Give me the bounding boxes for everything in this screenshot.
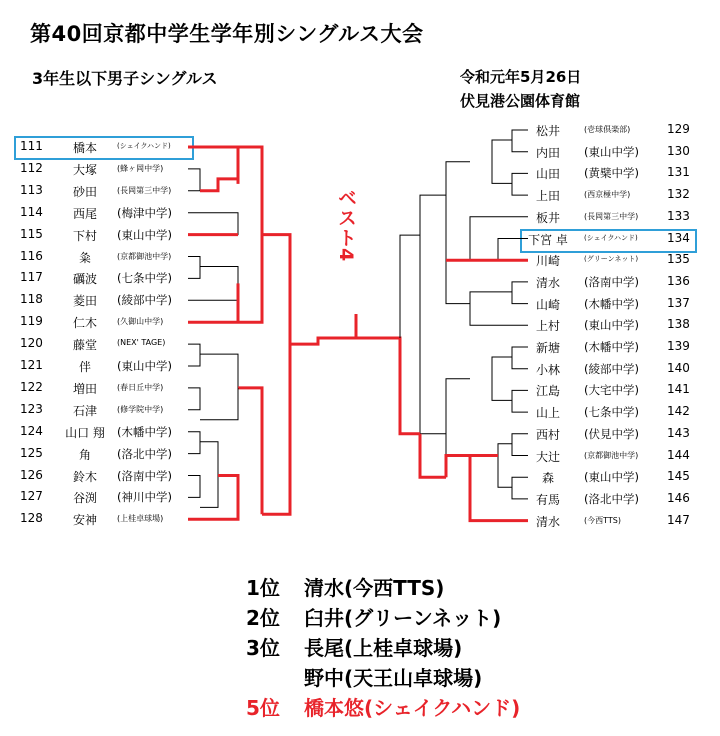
entry-number: 122 (20, 379, 43, 394)
player-name: 上田 (535, 189, 560, 204)
player-name: 角 (78, 447, 91, 462)
bracket-line (188, 267, 238, 301)
club-name: (今西TTS) (584, 515, 621, 525)
club-name: (シェイクハンド) (117, 142, 171, 150)
player-name: 下宮 卓 (528, 232, 568, 247)
event-date: 令和元年5月26日 (460, 68, 582, 86)
player-name: 板井 (535, 210, 560, 225)
entry-number: 146 (667, 490, 690, 505)
bracket-line (400, 235, 420, 338)
bracket-line (200, 442, 218, 508)
result-name: 臼井(グリーンネット) (304, 606, 502, 630)
player-name: 江島 (535, 384, 560, 399)
entry-number: 112 (20, 160, 43, 175)
bracket-line (446, 456, 470, 478)
club-name: (東山中学) (584, 470, 639, 485)
entry-number: 114 (20, 204, 43, 219)
entry-number: 126 (20, 467, 43, 482)
player-name: 下村 (72, 228, 97, 243)
player-name: 大辻 (535, 449, 560, 464)
player-name: 川崎 (535, 254, 560, 269)
club-name: (梅津中学) (117, 205, 172, 220)
player-name: 仁木 (72, 316, 97, 331)
result-rank: 3位 (246, 636, 280, 660)
entry-number: 127 (20, 489, 43, 504)
entry-number: 124 (20, 423, 43, 438)
club-name: (東山中学) (117, 227, 172, 242)
bracket-line (262, 235, 290, 515)
bracket-line (492, 140, 512, 183)
entry-number: 117 (20, 270, 43, 285)
club-name: (春日丘中学) (117, 382, 164, 392)
entry-number: 119 (20, 314, 43, 329)
bracket-line (188, 257, 200, 279)
bracket-line (200, 179, 238, 191)
bracket-line (420, 195, 446, 434)
result-name: 長尾(上桂卓球場) (304, 636, 463, 660)
player-name: 粂 (78, 250, 91, 265)
entry-number: 136 (667, 273, 690, 288)
player-name: 菱田 (72, 294, 97, 309)
event-subtitle: 3年生以下男子シングルス (32, 69, 218, 88)
club-name: (七条中学) (117, 271, 172, 286)
player-name: 藤堂 (72, 338, 97, 353)
club-name: (NEX' TAGE) (117, 338, 166, 348)
club-name: (長岡第三中学) (117, 185, 172, 195)
entry-number: 132 (667, 187, 690, 202)
player-name: 山田 (535, 167, 560, 182)
club-name: (東山中学) (117, 359, 172, 373)
entry-number: 139 (667, 339, 690, 353)
entry-number: 111 (20, 139, 43, 153)
entry-number: 144 (667, 447, 690, 462)
bracket-line (200, 354, 238, 420)
player-name: 橋本 (72, 141, 97, 155)
bracket-line (290, 338, 356, 344)
club-name: (木幡中学) (584, 340, 639, 354)
bracket-line (188, 476, 200, 498)
player-name: 清水 (535, 514, 560, 529)
result-rank: 5位 (246, 696, 280, 720)
best4-label: ベスト4 (335, 188, 357, 263)
bracket-line (188, 169, 200, 191)
entry-number: 113 (20, 182, 43, 197)
player-name: 安神 (72, 513, 97, 528)
club-name: (木幡中学) (584, 296, 639, 311)
entry-number: 129 (667, 122, 690, 136)
entry-number: 123 (20, 401, 43, 416)
player-name: 砂田 (72, 184, 97, 199)
result-rank: 2位 (246, 606, 280, 630)
entry-number: 138 (667, 317, 690, 332)
club-name: (洛南中学) (584, 274, 639, 289)
club-name: (綾部中学) (117, 293, 172, 308)
club-name: (黄檗中学) (584, 166, 639, 181)
bracket-line (188, 213, 238, 235)
player-name: 礪波 (72, 272, 97, 287)
club-name: (長岡第三中学) (584, 211, 639, 221)
club-name: (壱球倶楽部) (584, 125, 631, 134)
club-name: (大宅中学) (584, 383, 639, 398)
bracket-line (446, 379, 470, 478)
entry-number: 116 (20, 248, 43, 263)
player-name: 有馬 (535, 492, 560, 507)
player-name: 新塘 (535, 341, 560, 355)
result-name: 清水(今西TTS) (304, 576, 445, 600)
club-name: (綾部中学) (584, 361, 639, 376)
club-name: (洛北中学) (584, 491, 639, 506)
player-name: 谷渕 (72, 491, 97, 506)
player-name: 内田 (535, 145, 560, 160)
club-name: (木幡中学) (117, 424, 172, 439)
club-name: (京都御池中学) (117, 251, 172, 261)
club-name: (修学院中学) (117, 404, 164, 414)
player-name: 清水 (535, 275, 560, 290)
bracket-line (498, 444, 512, 487)
club-name: (蜂ヶ岡中学) (117, 163, 164, 173)
club-name: (グリーンネット) (584, 255, 639, 264)
club-name: (洛南中学) (117, 468, 172, 483)
club-name: (七条中学) (584, 405, 639, 420)
entry-number: 125 (20, 445, 43, 460)
entry-number: 121 (20, 358, 43, 372)
club-name: (東山中学) (584, 144, 639, 159)
entry-number: 115 (20, 226, 43, 241)
entry-number: 128 (20, 511, 43, 526)
bracket-line (492, 357, 512, 400)
entry-number: 131 (667, 165, 690, 180)
entry-number: 143 (667, 425, 690, 440)
bracket-line (238, 388, 262, 514)
player-name: 鈴木 (72, 469, 97, 484)
entry-number: 134 (667, 230, 690, 245)
bracket-line (470, 456, 528, 521)
bracket-line (238, 147, 262, 322)
entry-number: 141 (667, 382, 690, 397)
entry-number: 135 (667, 252, 690, 267)
player-name: 山崎 (535, 297, 560, 312)
bracket-line (188, 388, 200, 410)
player-name: 西尾 (72, 206, 97, 221)
bracket-line (470, 292, 528, 325)
player-name: 大塚 (72, 162, 97, 177)
entry-number: 147 (667, 512, 690, 527)
club-name: (洛北中学) (117, 446, 172, 461)
player-name: 伴 (78, 360, 91, 374)
club-name: (久御山中学) (117, 317, 164, 327)
entry-number: 130 (667, 143, 690, 158)
entry-number: 118 (20, 292, 43, 307)
entry-number: 142 (667, 404, 690, 419)
result-name: 野中(天王山卓球場) (304, 666, 483, 690)
club-name: (神川中学) (117, 490, 172, 505)
player-name: 小林 (535, 362, 560, 377)
player-name: 山上 (535, 406, 560, 421)
event-venue: 伏見港公園体育館 (460, 92, 581, 110)
page-title: 第40回京都中学生学年別シングルス大会 (30, 22, 424, 46)
result-name: 橋本悠(シェイクハンド) (304, 696, 521, 720)
entry-number: 137 (667, 295, 690, 310)
player-name: 松井 (535, 124, 560, 138)
club-name: (上桂卓球場) (117, 514, 164, 524)
bracket-line (446, 162, 470, 304)
result-rank: 1位 (246, 576, 280, 600)
entry-number: 145 (667, 469, 690, 484)
club-name: (西京極中学) (584, 190, 631, 200)
bracket-line (420, 434, 446, 477)
bracket-line (188, 344, 200, 366)
bracket-line (356, 338, 420, 434)
player-name: 石津 (72, 403, 97, 418)
player-name: 上村 (535, 319, 560, 334)
player-name: 増田 (72, 381, 97, 396)
club-name: (京都御池中学) (584, 450, 639, 460)
player-name: 山口 翔 (65, 425, 105, 440)
bracket-line (188, 432, 200, 454)
player-name: 森 (541, 471, 554, 486)
club-name: (シェイクハンド) (584, 233, 638, 242)
player-name: 西村 (535, 427, 560, 442)
club-name: (東山中学) (584, 318, 639, 333)
entry-number: 140 (667, 360, 690, 375)
entry-number: 120 (20, 336, 43, 351)
club-name: (伏見中学) (584, 426, 639, 441)
entry-number: 133 (667, 208, 690, 223)
